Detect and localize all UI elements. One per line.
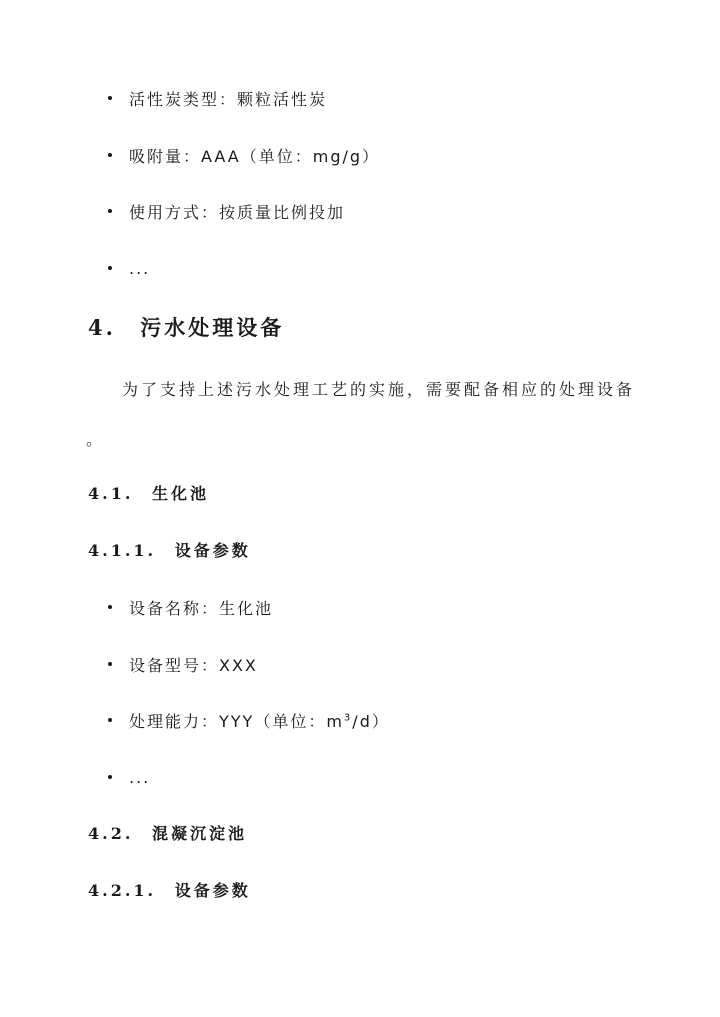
list-item-text: 使用方式：按质量比例投加: [129, 202, 346, 222]
bullet-dot-icon: [108, 209, 112, 213]
list-item-text: 设备型号：XXX: [129, 655, 258, 675]
paragraph-line: 为了支持上述污水处理工艺的实施，需要配备相应的处理设备: [122, 380, 636, 399]
subsubsection-heading: [88, 538, 251, 561]
list-item-text: 设备名称：生化池: [129, 598, 274, 618]
subsubsection-number: 4.2.1.: [88, 881, 157, 900]
section-heading: [88, 312, 284, 342]
list-item: [108, 708, 390, 732]
subsection-title: 混凝沉淀池: [151, 824, 247, 843]
subsection-title: 生化池: [151, 484, 209, 503]
list-item-text: 活性炭类型：颗粒活性炭: [129, 89, 328, 109]
subsubsection-heading: [88, 878, 251, 901]
list-item: [108, 256, 150, 280]
subsection-heading: [88, 821, 247, 844]
bullet-dot-icon: [108, 718, 112, 722]
bullet-dot-icon: [108, 662, 112, 666]
bullet-dot-icon: [108, 96, 112, 100]
subsection-number: 4.2.: [88, 824, 134, 843]
list-item: [108, 652, 258, 676]
paragraph-line: 。: [86, 430, 106, 449]
subsubsection-number: 4.1.1.: [88, 541, 157, 560]
subsubsection-title: 设备参数: [174, 881, 251, 900]
list-item-text: ...: [129, 767, 151, 787]
list-item-text: ...: [129, 258, 151, 278]
list-item: [108, 143, 380, 167]
bullet-dot-icon: [108, 266, 112, 270]
bullet-dot-icon: [108, 153, 112, 157]
capacity-superscript: 3: [343, 712, 353, 724]
list-item: [108, 595, 273, 619]
bullet-dot-icon: [108, 775, 112, 779]
subsection-number: 4.1.: [88, 484, 134, 503]
list-item-text: 吸附量：AAA（单位：mg/g）: [129, 146, 381, 166]
section-number: 4.: [88, 315, 116, 340]
list-item: [108, 199, 345, 223]
list-item: [108, 765, 150, 789]
bullet-dot-icon: [108, 605, 112, 609]
subsubsection-title: 设备参数: [174, 541, 251, 560]
list-item: [108, 86, 327, 110]
list-item-text: [129, 709, 390, 732]
section-title: 污水处理设备: [140, 315, 285, 340]
subsection-heading: [88, 481, 209, 504]
capacity-suffix: /d）: [352, 711, 390, 731]
capacity-prefix: 处理能力：YYY（单位：m: [129, 711, 344, 731]
